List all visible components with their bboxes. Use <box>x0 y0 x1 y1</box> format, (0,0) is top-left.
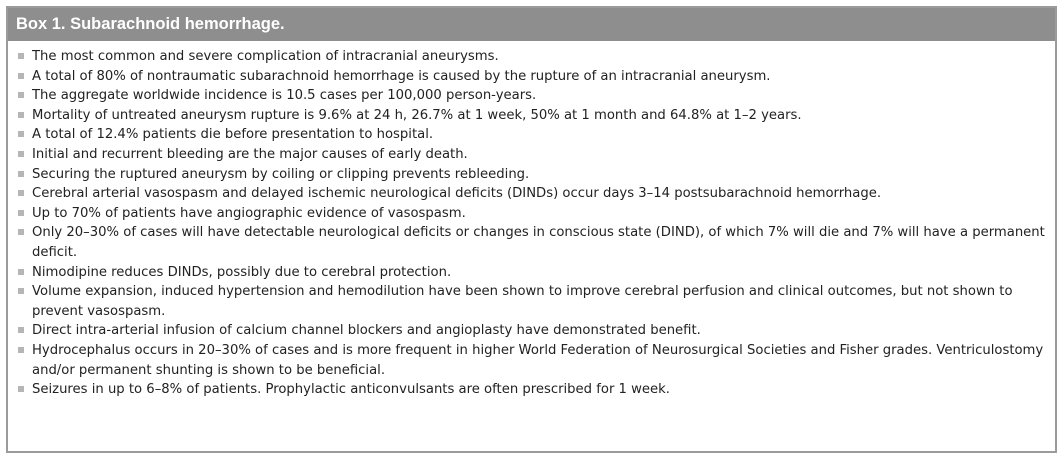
square-bullet-icon <box>18 73 24 79</box>
list-item-text: Mortality of untreated aneurysm rupture is 9.6% at 24 h, 26.7% at 1 week, 50% at 1 month and 64.8% at 1–2 years. <box>32 107 802 123</box>
square-bullet-icon <box>18 210 24 216</box>
square-bullet-icon <box>18 386 24 392</box>
box-title: Box 1. Subarachnoid hemorrhage. <box>16 15 285 33</box>
list-item <box>16 263 1047 283</box>
list-item <box>16 380 1047 400</box>
list-item-text: Cerebral arterial vasospasm and delayed ischemic neurological deficits (DINDs) occur days 3–14 postsubarachnoid hemorrhage. <box>32 186 882 202</box>
list-item-text: A total of 80% of nontraumatic subarachnoid hemorrhage is caused by the rupture of an intracranial aneurysm. <box>32 68 771 84</box>
list-item-text: Up to 70% of patients have angiographic evidence of vasospasm. <box>32 205 466 221</box>
square-bullet-icon <box>18 92 24 98</box>
list-item <box>16 321 1047 341</box>
list-item <box>16 282 1047 321</box>
list-item <box>16 86 1047 106</box>
list-item-text: Seizures in up to 6–8% of patients. Prophylactic anticonvulsants are often prescribed for 1 week. <box>32 382 670 398</box>
square-bullet-icon <box>18 327 24 333</box>
square-bullet-icon <box>18 269 24 275</box>
list-item-text: The aggregate worldwide incidence is 10.5 cases per 100,000 person-years. <box>32 88 537 104</box>
bullet-list <box>16 47 1047 400</box>
list-item-text: Only 20–30% of cases will have detectable neurological deficits or changes in conscious state (DIND), of which 7% will die and 7% will have a permanent deficit. <box>32 225 1045 260</box>
box-body <box>8 41 1055 400</box>
list-item <box>16 47 1047 67</box>
list-item-text: Direct intra-arterial infusion of calcium channel blockers and angioplasty have demonstrated benefit. <box>32 323 701 339</box>
list-item <box>16 341 1047 380</box>
square-bullet-icon <box>18 131 24 137</box>
list-item-text: Nimodipine reduces DINDs, possibly due to cerebral protection. <box>32 264 452 280</box>
list-item <box>16 106 1047 126</box>
square-bullet-icon <box>18 151 24 157</box>
list-item-text: Hydrocephalus occurs in 20–30% of cases and is more frequent in higher World Federation of Neurosurgical Societies and Fisher grades. Ventriculostomy and/or permanent shunting is shown to be beneficial. <box>32 342 1044 378</box>
list-item-text: Volume expansion, induced hypertension and hemodilution have been shown to improve cerebral perfusion and clinical outcomes, but not shown to prevent vasospasm. <box>32 284 1013 319</box>
square-bullet-icon <box>18 347 24 353</box>
list-item <box>16 223 1047 262</box>
square-bullet-icon <box>18 288 24 294</box>
info-box <box>6 6 1057 453</box>
square-bullet-icon <box>18 190 24 196</box>
square-bullet-icon <box>18 53 24 59</box>
list-item <box>16 67 1047 87</box>
list-item-text: The most common and severe complication of intracranial aneurysms. <box>32 49 499 64</box>
list-item <box>16 145 1047 165</box>
list-item-text: Initial and recurrent bleeding are the major causes of early death. <box>32 146 468 162</box>
list-item <box>16 165 1047 185</box>
list-item-text: Securing the ruptured aneurysm by coiling or clipping prevents rebleeding. <box>32 166 530 182</box>
list-item <box>16 125 1047 145</box>
square-bullet-icon <box>18 112 24 118</box>
square-bullet-icon <box>18 171 24 177</box>
list-item <box>16 204 1047 224</box>
box-header <box>8 8 1055 41</box>
list-item-text: A total of 12.4% patients die before presentation to hospital. <box>32 127 434 143</box>
square-bullet-icon <box>18 229 24 235</box>
list-item <box>16 184 1047 204</box>
